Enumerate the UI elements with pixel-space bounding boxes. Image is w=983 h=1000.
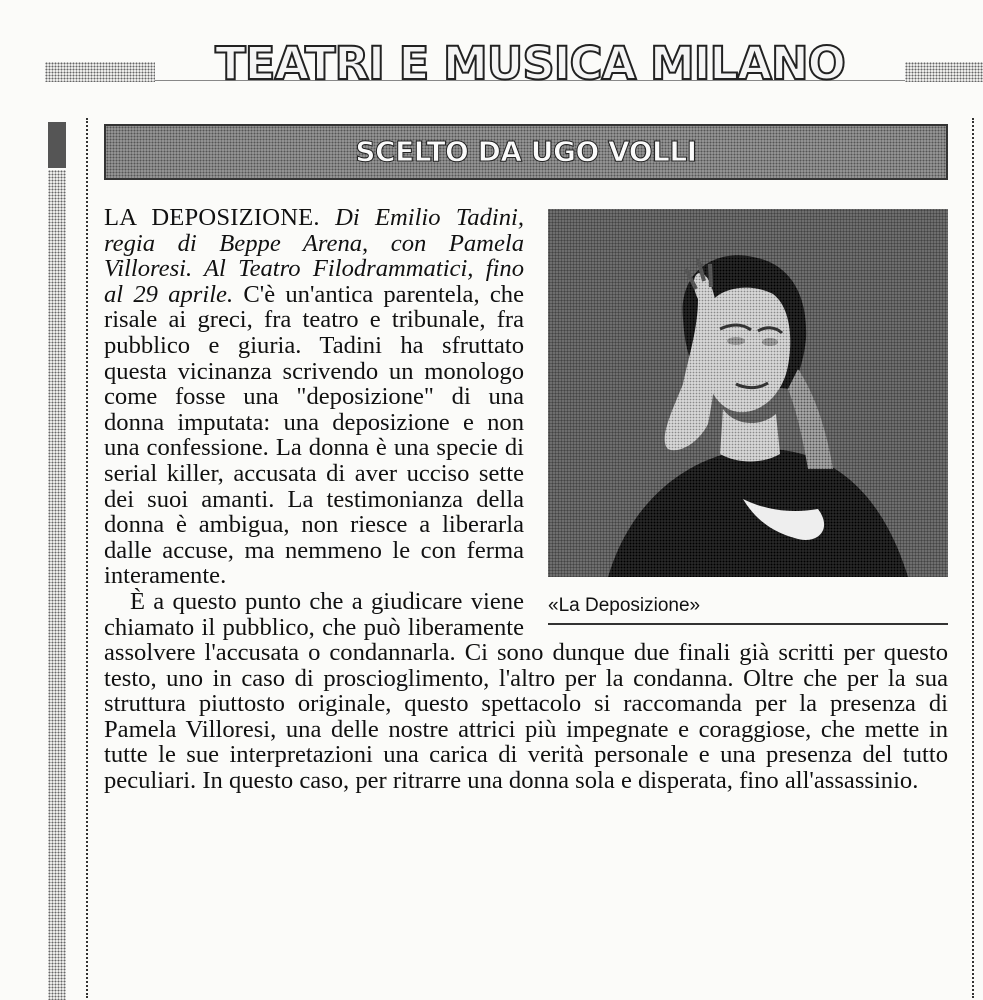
- masthead-halftone-band-right: [905, 62, 983, 82]
- photo-figure: [548, 209, 948, 625]
- column-rule-right: [972, 118, 974, 998]
- page-title: TEATRI E MUSICA MILANO: [215, 37, 845, 90]
- portrait-illustration: [548, 209, 948, 577]
- margin-dark-block: [48, 122, 66, 168]
- section-banner-title: SCELTO DA UGO VOLLI: [355, 135, 697, 168]
- masthead-halftone-band-left: [45, 62, 155, 82]
- photo-caption: «La Deposizione»: [548, 595, 948, 625]
- article-body: [104, 205, 948, 794]
- article-credits: Di Emilio Tadini, regia di Beppe Arena, con Pamela Villoresi. Al Teatro Filodrammatici, fino al 29 aprile.: [104, 204, 524, 308]
- article-photo: [548, 209, 948, 577]
- article-paragraph-2: È a questo punto che a giudicare viene chiamato il pubblico, che può liberamente assolvere l'accusata o condannarla. Ci sono dunque due finali già scritti per questo testo, uno in caso di proscioglimento, l'altro per la condanna. Oltre che per la sua struttura piuttosto originale, questo spettacolo si raccomanda per la presenza di Pamela Villoresi, una delle nostre attrici più impegnate e coraggiose, che mette in tutte le sue interpretazioni una carica di verità personale e una presenza del tutto peculiari. In questo caso, per ritrarre una donna sola e disperata, fino all'assassinio.: [104, 587, 948, 795]
- column-rule-left: [86, 118, 88, 998]
- article-lead-title: LA DEPOSIZIONE.: [104, 204, 320, 231]
- section-banner: [104, 124, 948, 180]
- margin-halftone-strip: [48, 170, 66, 1000]
- article-paragraph-1-text: C'è un'antica parentela, che risale ai greci, fra teatro e tribunale, fra pubblico e giuria. Tadini ha sfruttato questa vicinanza scrivendo un monologo come fosse una "deposizione" di una donna imputata: una deposizione e non una confessione. La donna è una specie di serial killer, accusata di aver ucciso sette dei suoi amanti. La testimonianza della donna è ambigua, non riesce a liberarla dalle accuse, ma nemmeno le con ferma interamente.: [104, 280, 524, 590]
